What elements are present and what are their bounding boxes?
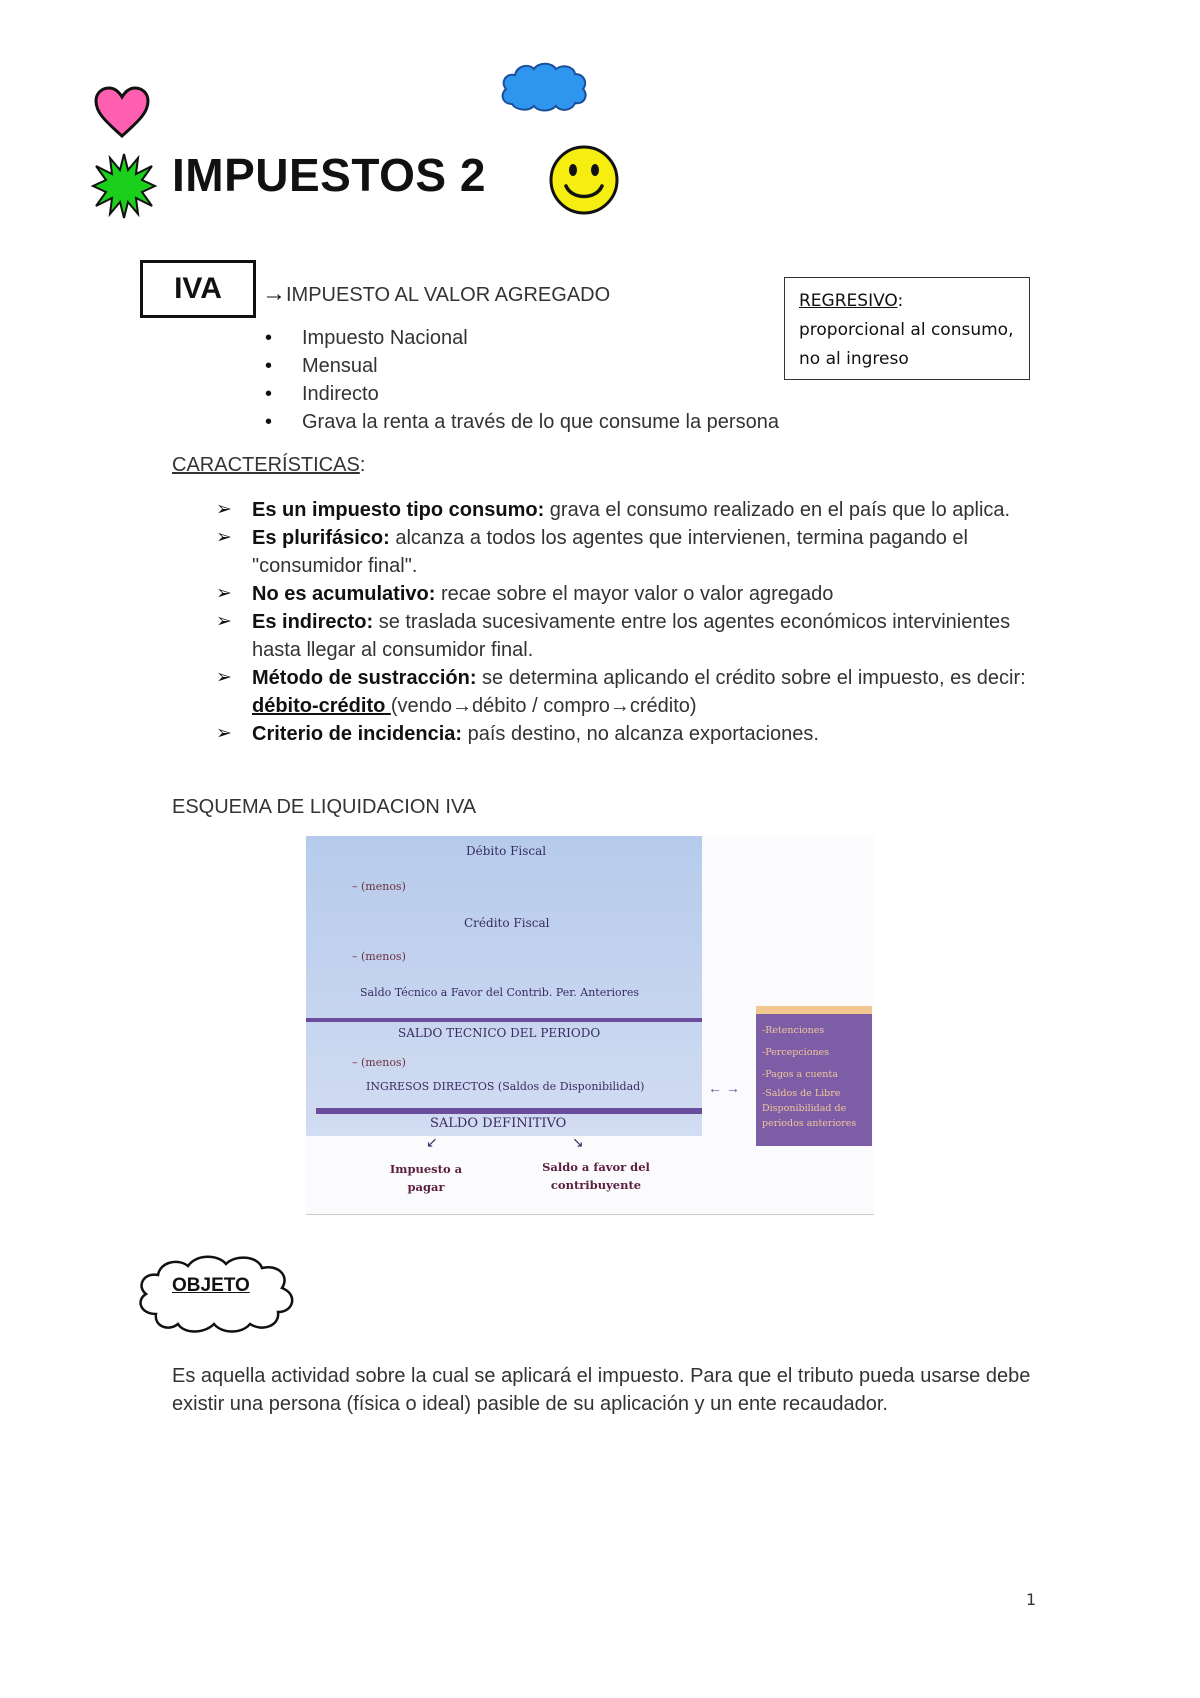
list-item: [216, 524, 1036, 580]
list-item: [216, 608, 1036, 664]
feature-body: se determina aplicando el crédito sobre el impuesto, es decir:: [476, 667, 1026, 689]
menos-label: – (menos): [352, 880, 406, 893]
feature-heading: Criterio de incidencia:: [252, 723, 463, 745]
cloud-icon: [498, 60, 590, 114]
debito-credito-term: débito-crédito: [252, 695, 391, 717]
star-burst-icon: [92, 152, 156, 220]
impuesto-a-pagar-label: [376, 1160, 476, 1196]
esquema-title: ESQUEMA DE LIQUIDACION IVA: [172, 796, 477, 818]
iva-definition-text: IMPUESTO AL VALOR AGREGADO: [286, 284, 611, 306]
regresivo-colon: :: [897, 291, 904, 311]
side-item: -Saldos de Libre Disponibilidad de periodos anteriores: [762, 1088, 857, 1129]
page-number: 1: [1026, 1590, 1037, 1609]
heart-icon: [94, 86, 150, 138]
side-item: -Retenciones: [762, 1025, 825, 1036]
arrow-right-icon: →: [262, 280, 286, 307]
divider-bar: [306, 1018, 702, 1022]
saldo-tecnico-anterior-label: Saldo Técnico a Favor del Contrib. Per. Anteriores: [360, 986, 640, 999]
impuesto-a-pagar-line: pagar: [407, 1180, 445, 1194]
list-item: • Indirecto: [260, 380, 779, 408]
feature-body: alcanza a todos los agentes que intervienen, termina pagando el "consumidor final".: [252, 527, 968, 577]
objeto-text: Es aquella actividad sobre la cual se aplicará el impuesto. Para que el tributo pueda usarse debe existir una persona (física o ideal) pasible de su aplicación y un ente recaudador.: [172, 1365, 1031, 1415]
list-item: [216, 580, 1036, 608]
liquidacion-diagram: [306, 836, 874, 1215]
arrow-down-right-icon: ↘: [572, 1134, 584, 1150]
caracteristicas-title-text: CARACTERÍSTICAS: [172, 454, 360, 476]
feature-heading: Método de sustracción:: [252, 667, 477, 689]
saldo-definitivo-label: SALDO DEFINITIVO: [430, 1116, 567, 1131]
menos-label: – (menos): [352, 950, 406, 963]
feature-heading: No es acumulativo:: [252, 583, 436, 605]
diagram-side-panel: [756, 1006, 872, 1146]
regresivo-text: proporcional al consumo, no al ingreso: [799, 320, 1014, 369]
double-arrow-icon: ← →: [708, 1080, 740, 1096]
saldo-a-favor-label: [526, 1158, 666, 1194]
objeto-title: OBJETO: [172, 1275, 250, 1296]
regresivo-title: REGRESIVO: [799, 291, 898, 311]
iva-label-box: [140, 260, 256, 318]
iva-label: IVA: [174, 272, 222, 305]
caracteristicas-colon: :: [359, 454, 366, 476]
iva-bullet-list: [260, 324, 779, 436]
credito-fiscal-label: Crédito Fiscal: [464, 916, 550, 930]
divider-bar: [316, 1108, 702, 1114]
feature-heading: Es un impuesto tipo consumo:: [252, 499, 545, 521]
page-title: IMPUESTOS 2: [172, 149, 486, 201]
feature-body: recae sobre el mayor valor o valor agregado: [435, 583, 834, 605]
list-item: [216, 720, 1036, 748]
regresivo-box: [784, 277, 1030, 380]
feature-tail: (vendo→débito / compro→crédito): [390, 695, 697, 717]
arrow-down-left-icon: ↙: [426, 1134, 438, 1150]
list-item: • Impuesto Nacional: [260, 324, 779, 352]
impuesto-a-pagar-line: Impuesto a: [389, 1162, 463, 1176]
list-item: [216, 496, 1036, 524]
menos-label: – (menos): [352, 1056, 406, 1069]
feature-body: se traslada sucesivamente entre los agentes económicos intervinientes hasta llegar al consumidor final.: [252, 611, 1011, 661]
feature-body: país destino, no alcanza exportaciones.: [462, 723, 819, 745]
side-item: -Pagos a cuenta: [762, 1069, 838, 1080]
feature-body: grava el consumo realizado en el país que lo aplica.: [544, 499, 1011, 521]
list-item: • Grava la renta a través de lo que consume la persona: [260, 408, 779, 436]
saldo-tecnico-label: SALDO TECNICO DEL PERIODO: [398, 1026, 601, 1040]
caracteristicas-list: [216, 496, 1036, 748]
caracteristicas-title: [172, 454, 365, 477]
iva-definition: [262, 280, 610, 308]
feature-heading: Es indirecto:: [252, 611, 374, 633]
debito-fiscal-label: Débito Fiscal: [466, 844, 547, 858]
side-item: -Percepciones: [762, 1047, 830, 1058]
smiley-icon: [548, 144, 620, 216]
saldo-a-favor-line: Saldo a favor del: [542, 1160, 650, 1174]
ingresos-directos-label: INGRESOS DIRECTOS (Saldos de Disponibilidad): [366, 1080, 645, 1093]
feature-heading: Es plurifásico:: [252, 527, 390, 549]
list-item: [216, 664, 1036, 720]
saldo-a-favor-line: contribuyente: [550, 1178, 642, 1192]
list-item: • Mensual: [260, 352, 779, 380]
